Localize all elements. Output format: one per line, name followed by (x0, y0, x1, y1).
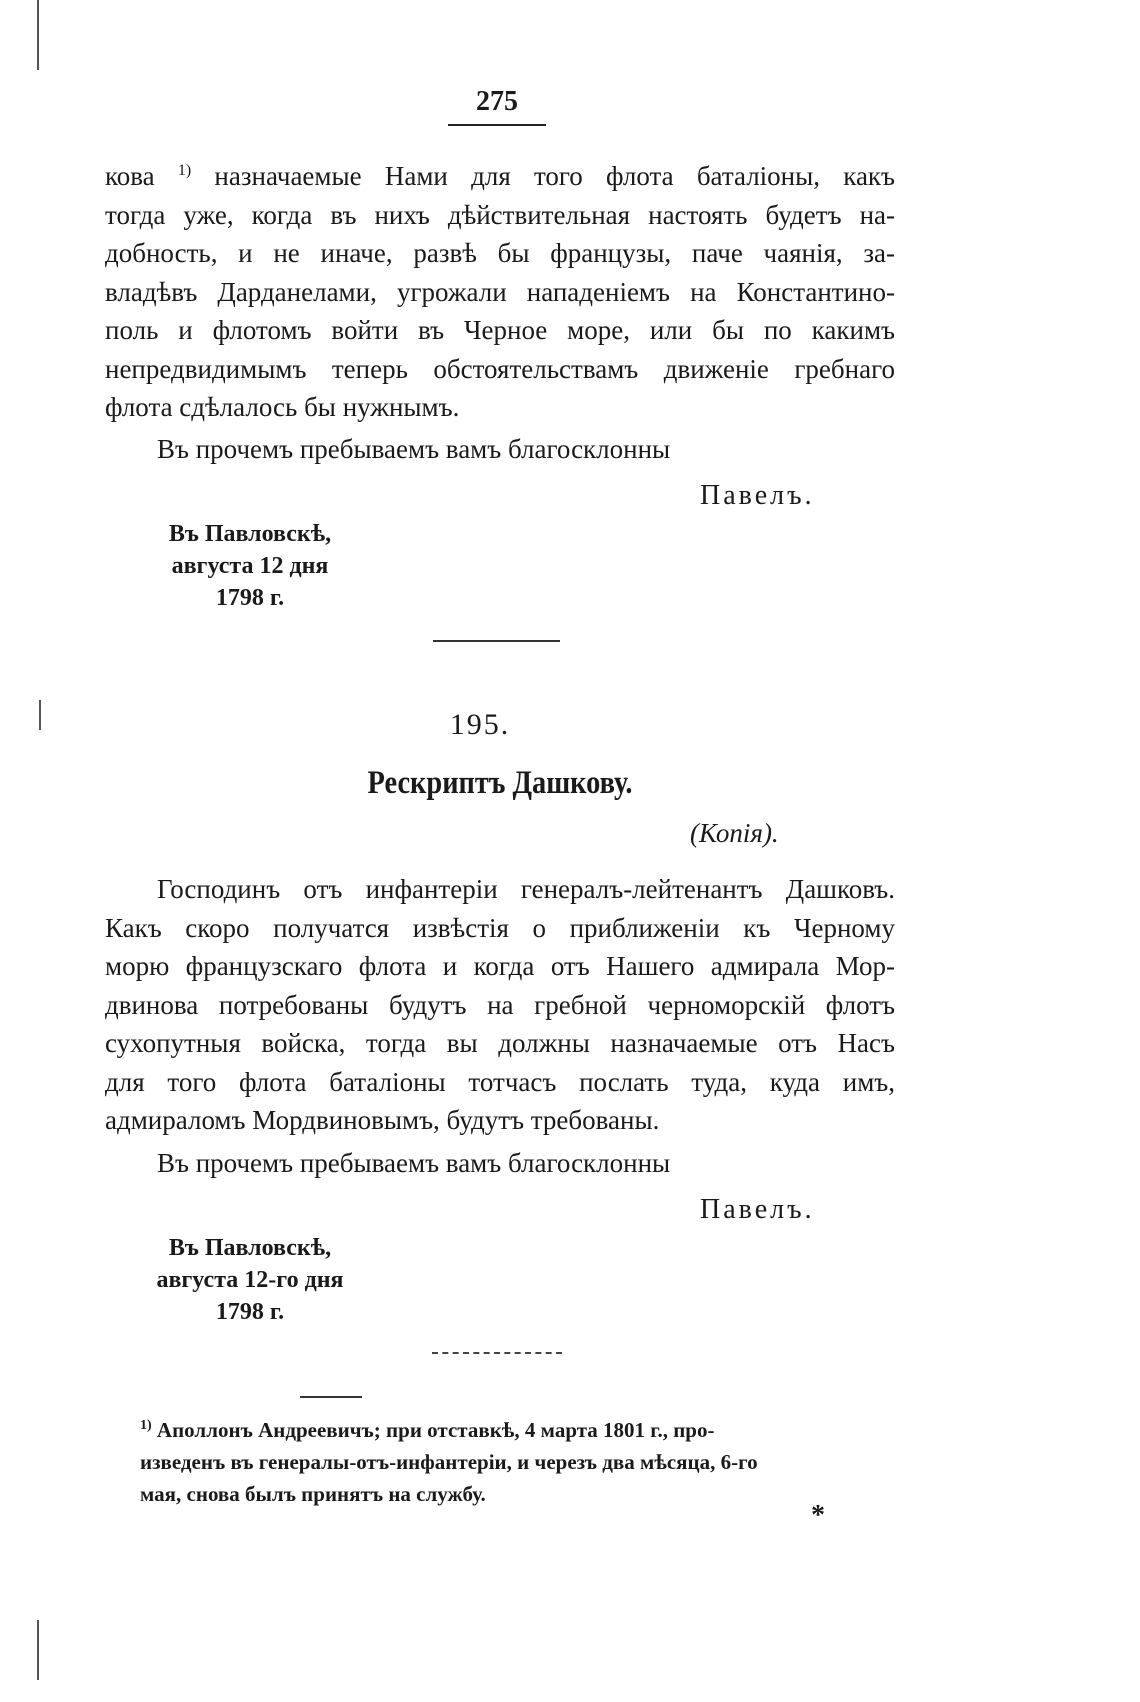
continuation-line-4: владѣвъ Дарданелами, угрожали нападеніемъ на Константино- (105, 276, 895, 307)
continuation-line-7: флота сдѣлалось бы нужнымъ. (105, 392, 460, 422)
footnote (140, 1410, 890, 1510)
page-number-rule (448, 124, 546, 126)
footnote-line-3: мая, снова былъ принятъ на службу. (140, 1482, 486, 1506)
place-date-1-year: 1798 г. (215, 585, 285, 611)
footnote-separator (300, 1396, 362, 1398)
rescript-line-7: адмираломъ Мордвиновымъ, будутъ требованы. (105, 1105, 660, 1135)
place-date-2 (130, 1232, 370, 1328)
closing-line-2: Въ прочемъ пребываемъ вамъ благосклонны (157, 1148, 671, 1178)
rescript-line-1: Господинъ отъ инфантеріи генералъ-лейтенантъ Дашковъ. (157, 874, 895, 904)
footnote-line-1: $^{1)}$ Аполлонъ Андреевичъ; при отставкѣ, 4 марта 1801 г., про- (140, 1418, 715, 1442)
continuation-line-5: поль и флотомъ войти въ Черное море, или бы по какимъ (105, 315, 895, 345)
footnote-reference: 1) (177, 162, 192, 179)
place-date-1-date: августа 12 дня (171, 553, 329, 579)
continuation-paragraph (105, 152, 895, 427)
signature-1: Павелъ. (700, 480, 815, 511)
section-divider (433, 640, 560, 642)
place-date-2-date: августа 12-го дня (156, 1267, 344, 1293)
rescript-line-6: для того флота баталіоны тотчасъ послать туда, куда имъ, (105, 1066, 895, 1097)
copy-note: (Копія). (690, 818, 779, 848)
document-title: Рескриптъ Дашкову. (367, 765, 633, 801)
place-date-1-place: Въ Павловскѣ, (168, 521, 332, 547)
place-date-1 (130, 518, 370, 614)
scan-margin-mark-middle (39, 700, 41, 730)
place-date-2-place: Въ Павловскѣ, (168, 1235, 332, 1261)
page-number: 275 (476, 86, 518, 117)
footnote-line-2: изведенъ въ генералы-отъ-инфантеріи, и черезъ два мѣсяца, 6-го (140, 1450, 758, 1474)
signature-2: Павелъ. (700, 1194, 815, 1225)
continuation-line-2: тогда уже, когда въ нихъ дѣйствительная настоять будетъ на- (105, 199, 895, 230)
rescript-line-4: двинова потребованы будутъ на гребной черноморскій флотъ (105, 989, 895, 1020)
scan-margin-mark-bottom (37, 1620, 39, 1680)
document-number: 195. (449, 708, 511, 741)
footnote-marker: 1) (140, 1418, 152, 1433)
rescript-line-3: морю французскаго флота и когда отъ Нашего адмирала Мор- (105, 951, 895, 981)
asterisk-mark: * (811, 1500, 825, 1531)
continuation-line-3: добность, и не иначе, развѣ бы французы, паче чаянія, за- (105, 238, 895, 268)
closing-line-1: Въ прочемъ пребываемъ вамъ благосклонны (157, 434, 671, 464)
rescript-body (105, 870, 895, 1140)
scan-margin-mark-top (37, 0, 39, 70)
continuation-line-6: непредвидимымъ теперь обстоятельствамъ движеніе гребнаго (105, 353, 895, 384)
continuation-line-1: кова $^{1)}$ назначаемые Нами для того флота баталіоны, какъ (105, 161, 896, 191)
place-date-2-year: 1798 г. (215, 1299, 285, 1325)
rescript-line-2: Какъ скоро получатся извѣстія о приближеніи къ Черному (105, 912, 895, 943)
rescript-line-5: сухопутныя войска, тогда вы должны назначаемые отъ Насъ (105, 1028, 895, 1058)
end-of-document-divider (432, 1352, 562, 1354)
